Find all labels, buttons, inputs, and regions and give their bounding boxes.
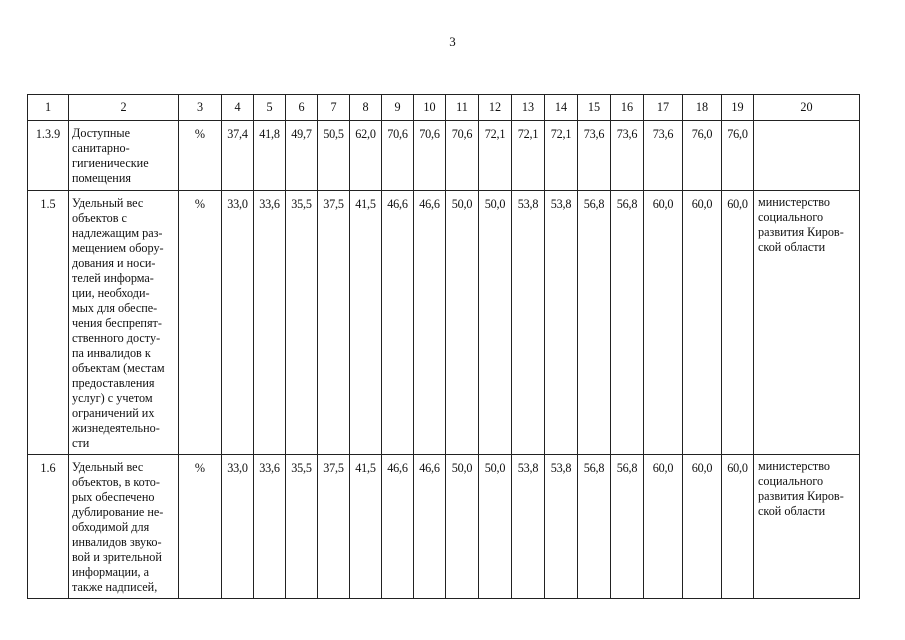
value-cell	[479, 191, 512, 455]
value: 62,0	[355, 127, 376, 141]
indicator-name-line: инвалидов звуко-	[72, 535, 162, 549]
table-row	[28, 121, 860, 191]
header-cell	[286, 95, 318, 121]
value-cell	[578, 191, 611, 455]
responsible-line: развития Киров-	[758, 225, 844, 239]
value-cell	[414, 455, 446, 599]
indicator-name-line: сти	[72, 436, 90, 450]
indicator-name-line: Удельный вес	[72, 196, 144, 210]
header-label: 6	[298, 100, 305, 114]
indicator-name-line: ограничений их	[72, 406, 155, 420]
value: 33,6	[259, 461, 280, 475]
row-number: 1.3.9	[35, 127, 61, 141]
unit-cell	[179, 455, 222, 599]
value-cell	[254, 455, 286, 599]
row-number-cell	[28, 121, 69, 191]
indicator-name-line: Удельный вес	[72, 460, 144, 474]
header-label: 11	[456, 100, 468, 114]
value-cell	[479, 121, 512, 191]
indicator-name-line: обходимой для	[72, 520, 150, 534]
value: 70,6	[387, 127, 408, 141]
value-cell	[382, 121, 414, 191]
unit: %	[194, 127, 206, 141]
value-cell	[286, 455, 318, 599]
header-cell	[350, 95, 382, 121]
value: 60,0	[727, 197, 748, 211]
header-cell	[512, 95, 545, 121]
indicator-name-line: ственного досту-	[72, 331, 161, 345]
row-number-cell	[28, 191, 69, 455]
value: 76,0	[691, 127, 713, 141]
indicator-name-line: объектам (местам	[72, 361, 165, 375]
indicator-name-line: жизнедеятельно-	[72, 421, 160, 435]
header-cell	[222, 95, 254, 121]
value: 53,8	[517, 197, 539, 211]
value: 60,0	[691, 197, 713, 211]
value: 41,8	[259, 127, 280, 141]
indicator-name-line: телей информа-	[72, 271, 154, 285]
header-cell	[722, 95, 754, 121]
header-label: 13	[521, 100, 535, 114]
value: 56,8	[583, 197, 605, 211]
value-cell	[644, 191, 683, 455]
indicator-name-line: мещением обору-	[72, 241, 164, 255]
value: 53,8	[550, 461, 572, 475]
responsible-line: министерство	[758, 459, 831, 473]
value-cell	[644, 121, 683, 191]
responsible-cell	[754, 455, 860, 599]
header-label: 7	[330, 100, 337, 114]
value-cell	[222, 121, 254, 191]
header-label: 14	[554, 100, 568, 114]
header-cell	[611, 95, 644, 121]
indicator-name-line: Доступные	[72, 126, 131, 140]
indicator-name-line: дования и носи-	[72, 256, 156, 270]
value-cell	[446, 121, 479, 191]
value: 33,6	[259, 197, 280, 211]
indicator-name-line: гигиенические	[72, 156, 149, 170]
value-cell	[683, 121, 722, 191]
responsible-line: ской области	[758, 504, 826, 518]
responsible-line: министерство	[758, 195, 831, 209]
responsible-line: социального	[758, 210, 824, 224]
value: 46,6	[419, 197, 440, 211]
value-cell	[722, 121, 754, 191]
page-number: 3	[449, 34, 456, 49]
value-cell	[222, 455, 254, 599]
responsible-line: ской области	[758, 240, 826, 254]
header-label: 20	[800, 100, 813, 114]
indicator-name-line: рых обеспечено	[72, 490, 155, 504]
value-cell	[644, 455, 683, 599]
indicator-name-line: чения беспрепят-	[72, 316, 162, 330]
table-row	[28, 191, 860, 455]
value-cell	[578, 455, 611, 599]
value-cell	[545, 191, 578, 455]
header-label: 4	[234, 100, 241, 114]
value-cell	[318, 121, 350, 191]
indicator-name-line: вой и зрительной	[72, 550, 162, 564]
responsible-line: социального	[758, 474, 824, 488]
row-number: 1.6	[40, 461, 56, 475]
responsible-cell	[754, 121, 860, 191]
header-label: 9	[394, 100, 401, 114]
value-cell	[512, 121, 545, 191]
header-cell	[545, 95, 578, 121]
responsible-cell	[754, 191, 860, 455]
value: 53,8	[550, 197, 572, 211]
indicator-name-line: мых для обеспе-	[72, 301, 158, 315]
indicator-name-line: объектов с	[72, 211, 127, 225]
header-label: 1	[44, 100, 52, 114]
value: 60,0	[691, 461, 713, 475]
indicator-name-line: ции, необходи-	[72, 286, 150, 300]
value: 37,5	[323, 461, 344, 475]
header-label: 12	[488, 100, 502, 114]
header-label: 16	[620, 100, 634, 114]
indicator-name-cell	[69, 191, 179, 455]
header-cell	[754, 95, 860, 121]
value-cell	[254, 121, 286, 191]
header-cell	[69, 95, 179, 121]
value: 33,0	[227, 461, 248, 475]
header-label: 18	[695, 100, 709, 114]
value: 56,8	[583, 461, 605, 475]
value: 56,8	[616, 197, 638, 211]
value: 37,5	[323, 197, 344, 211]
header-label: 5	[266, 100, 273, 114]
value: 60,0	[652, 197, 674, 211]
header-label: 10	[423, 100, 436, 114]
value: 50,0	[484, 197, 506, 211]
value: 50,0	[484, 461, 506, 475]
value: 37,4	[227, 127, 248, 141]
value: 70,6	[419, 127, 440, 141]
value: 49,7	[291, 127, 312, 141]
indicator-name-line: предоставления	[72, 376, 155, 390]
value: 70,6	[451, 127, 473, 141]
header-cell	[254, 95, 286, 121]
value: 73,6	[652, 127, 674, 141]
value: 33,0	[227, 197, 248, 211]
value: 60,0	[727, 461, 748, 475]
value-cell	[286, 121, 318, 191]
header-cell	[479, 95, 512, 121]
indicator-name-line: дублирование не-	[72, 505, 164, 519]
value-cell	[683, 191, 722, 455]
value-cell	[254, 191, 286, 455]
value-cell	[545, 121, 578, 191]
value-cell	[683, 455, 722, 599]
value-cell	[512, 191, 545, 455]
indicator-name-line: па инвалидов к	[72, 346, 151, 360]
value-cell	[722, 455, 754, 599]
unit-cell	[179, 191, 222, 455]
unit: %	[194, 461, 206, 475]
value-cell	[382, 455, 414, 599]
value: 35,5	[291, 197, 312, 211]
value-cell	[578, 121, 611, 191]
value-cell	[611, 121, 644, 191]
header-label: 15	[587, 100, 601, 114]
value: 76,0	[727, 127, 748, 141]
unit-cell	[179, 121, 222, 191]
header-label: 17	[656, 100, 670, 114]
value-cell	[382, 191, 414, 455]
indicator-name-cell	[69, 455, 179, 599]
value-cell	[512, 455, 545, 599]
value-cell	[414, 191, 446, 455]
indicator-name-line: санитарно-	[72, 141, 130, 155]
header-cell	[179, 95, 222, 121]
value-cell	[414, 121, 446, 191]
value: 50,5	[323, 127, 344, 141]
value: 50,0	[451, 461, 473, 475]
value-cell	[611, 191, 644, 455]
value-cell	[611, 455, 644, 599]
value-cell	[722, 191, 754, 455]
header-label: 3	[196, 100, 204, 114]
value-cell	[318, 455, 350, 599]
value-cell	[318, 191, 350, 455]
value-cell	[222, 191, 254, 455]
header-cell	[318, 95, 350, 121]
header-cell	[578, 95, 611, 121]
indicator-name-line: также надписей,	[72, 580, 158, 594]
value: 46,6	[419, 461, 440, 475]
header-cell	[28, 95, 69, 121]
value-cell	[545, 455, 578, 599]
value: 41,5	[355, 461, 376, 475]
value-cell	[479, 455, 512, 599]
value-cell	[350, 121, 382, 191]
value: 73,6	[583, 127, 605, 141]
value-cell	[286, 191, 318, 455]
indicator-name-line: надлежащим раз-	[72, 226, 163, 240]
indicator-name-line: помещения	[72, 171, 131, 185]
value: 73,6	[616, 127, 638, 141]
value: 60,0	[652, 461, 674, 475]
value: 35,5	[291, 461, 312, 475]
unit: %	[194, 197, 206, 211]
indicator-name-line: информации, а	[72, 565, 150, 579]
header-cell	[382, 95, 414, 121]
responsible-line: развития Киров-	[758, 489, 844, 503]
value: 72,1	[550, 127, 572, 141]
indicator-name-cell	[69, 121, 179, 191]
value: 46,6	[387, 197, 408, 211]
indicators-table	[27, 94, 860, 599]
table-header-row	[28, 95, 860, 121]
header-label: 19	[731, 100, 744, 114]
value: 46,6	[387, 461, 408, 475]
row-number-cell	[28, 455, 69, 599]
value: 72,1	[517, 127, 539, 141]
header-cell	[414, 95, 446, 121]
value: 41,5	[355, 197, 376, 211]
header-cell	[644, 95, 683, 121]
header-cell	[683, 95, 722, 121]
table-row	[28, 455, 860, 599]
row-number: 1.5	[40, 197, 56, 211]
value: 50,0	[451, 197, 473, 211]
header-label: 2	[120, 100, 127, 114]
value-cell	[350, 191, 382, 455]
value: 53,8	[517, 461, 539, 475]
value-cell	[350, 455, 382, 599]
value: 56,8	[616, 461, 638, 475]
value: 72,1	[484, 127, 506, 141]
indicator-name-line: услуг) с учетом	[72, 391, 153, 405]
value-cell	[446, 191, 479, 455]
value-cell	[446, 455, 479, 599]
indicator-name-line: объектов, в кото-	[72, 475, 160, 489]
header-label: 8	[362, 100, 369, 114]
header-cell	[446, 95, 479, 121]
